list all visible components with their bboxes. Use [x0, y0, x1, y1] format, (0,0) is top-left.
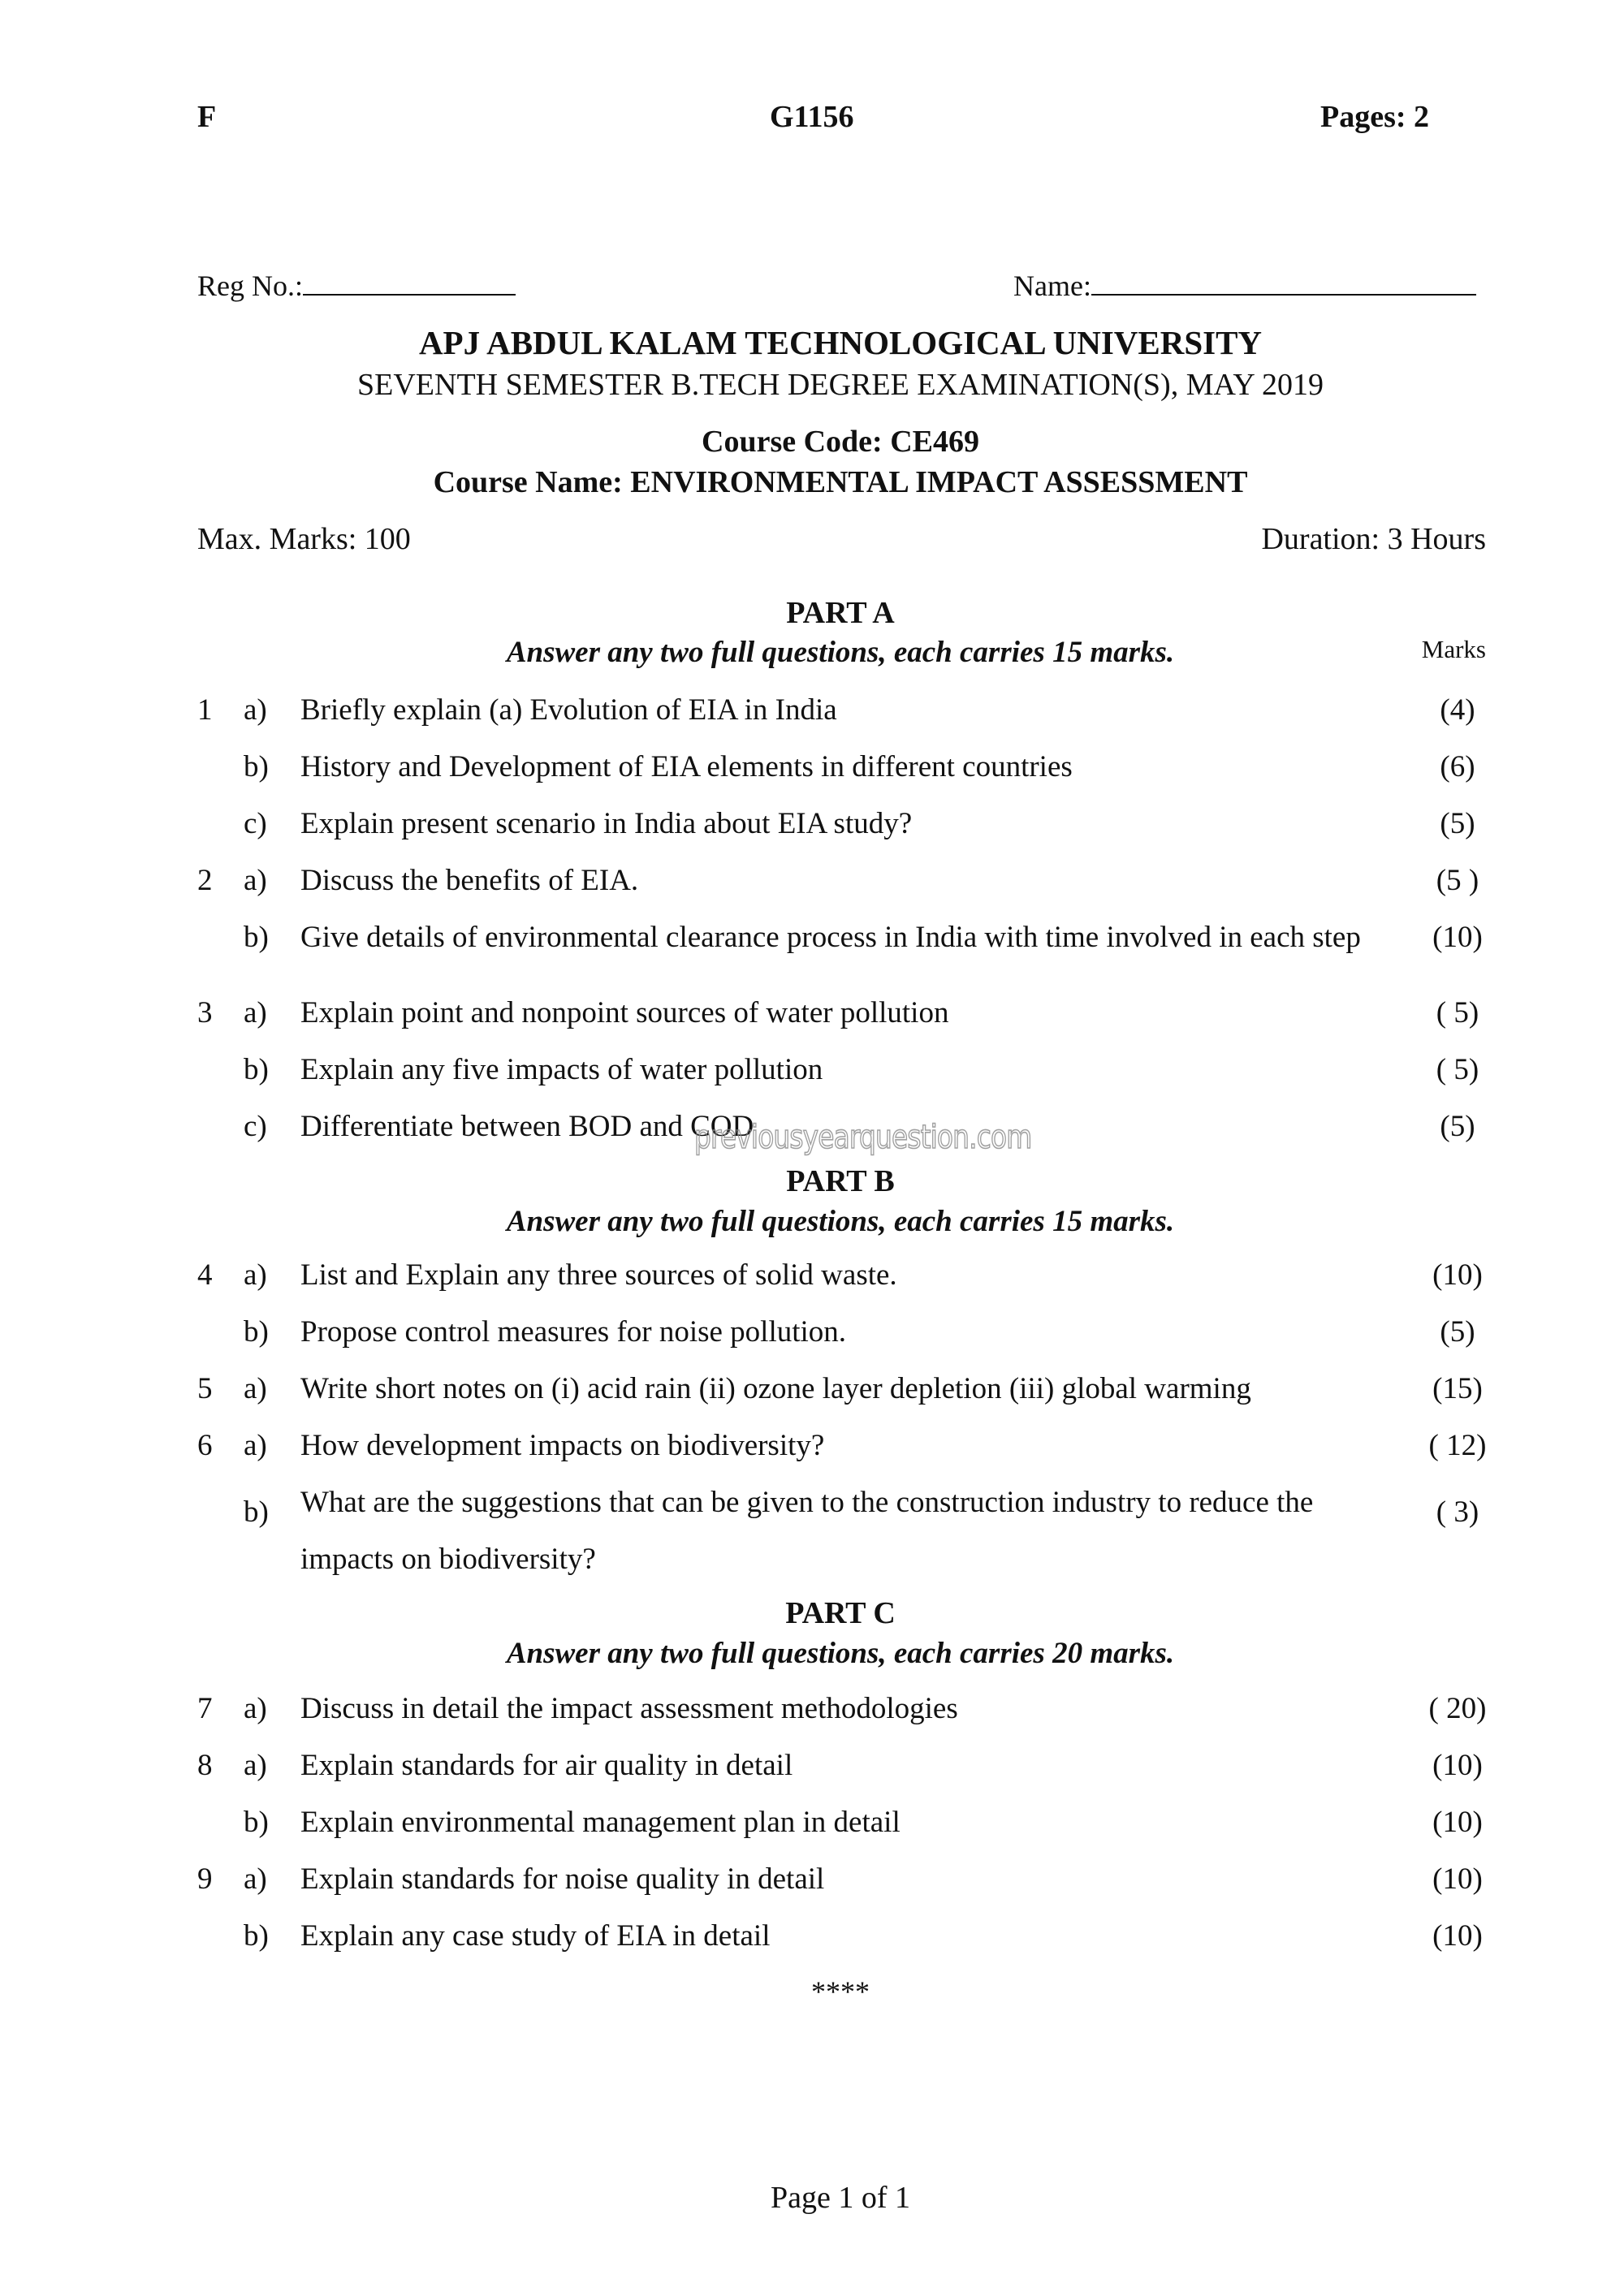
question-marks: ( 5): [1436, 1053, 1479, 1086]
question-text: Explain any case study of EIA in detail: [300, 1919, 771, 1953]
question-marks: (10): [1432, 1862, 1483, 1896]
sub-label: b): [244, 1053, 269, 1086]
sub-label: a): [244, 1258, 267, 1292]
sub-label: a): [244, 1692, 267, 1725]
max-marks: Max. Marks: 100: [197, 522, 411, 556]
question-marks: (5): [1440, 807, 1475, 840]
page-count: Pages: 2: [1320, 100, 1430, 134]
question-marks: (4): [1440, 693, 1475, 727]
question-marks: ( 3): [1436, 1495, 1479, 1529]
question-marks: ( 5): [1436, 996, 1479, 1029]
question-text: Explain standards for air quality in detail: [300, 1749, 793, 1782]
name-blank: [1091, 268, 1476, 296]
question-text: Explain point and nonpoint sources of water pollution: [300, 996, 949, 1029]
question-marks: ( 12): [1428, 1429, 1487, 1462]
part-a-title: PART A: [786, 596, 895, 630]
reg-no-label: Reg No.:: [197, 270, 303, 302]
sub-label: a): [244, 864, 267, 897]
question-text: Give details of environmental clearance process in India with time involved in each step: [300, 921, 1361, 954]
sub-label: b): [244, 1806, 269, 1839]
sub-label: a): [244, 996, 267, 1029]
question-marks: ( 20): [1428, 1692, 1487, 1725]
question-text: Explain standards for noise quality in detail: [300, 1862, 825, 1896]
question-text: Write short notes on (i) acid rain (ii) ozone layer depletion (iii) global warming: [300, 1372, 1251, 1405]
sub-label: c): [244, 807, 267, 840]
question-text: Briefly explain (a) Evolution of EIA in India: [300, 693, 837, 727]
reg-no-field: [197, 268, 516, 303]
question-marks: (10): [1432, 1919, 1483, 1953]
sub-label: b): [244, 1495, 269, 1529]
question-marks: (5 ): [1436, 864, 1479, 897]
question-marks: (6): [1440, 750, 1475, 783]
question-number: 7: [197, 1692, 213, 1725]
end-of-paper-mark: ****: [811, 1975, 870, 2008]
sub-label: a): [244, 693, 267, 727]
part-c-title: PART C: [785, 1596, 896, 1630]
sub-label: a): [244, 1429, 267, 1462]
question-text: Propose control measures for noise pollution.: [300, 1315, 847, 1349]
question-number: 8: [197, 1749, 213, 1782]
part-a-instruction: Answer any two full questions, each carries 15 marks.: [506, 636, 1175, 669]
question-number: 6: [197, 1429, 213, 1462]
question-text: History and Development of EIA elements in different countries: [300, 750, 1073, 783]
question-number: 1: [197, 693, 213, 727]
sub-label: b): [244, 921, 269, 954]
watermark-text: previousyearquestion.com: [694, 1119, 1032, 1156]
question-number: 2: [197, 864, 213, 897]
question-marks: (5): [1440, 1110, 1475, 1143]
question-marks: (10): [1432, 921, 1483, 954]
sub-label: b): [244, 1919, 269, 1953]
part-b-instruction: Answer any two full questions, each carries 15 marks.: [506, 1205, 1175, 1238]
question-text: Explain present scenario in India about EIA study?: [300, 807, 913, 840]
course-code: Course Code: CE469: [702, 425, 979, 459]
question-marks: (10): [1432, 1258, 1483, 1292]
university-name: APJ ABDUL KALAM TECHNOLOGICAL UNIVERSITY: [418, 324, 1263, 361]
question-marks: (10): [1432, 1749, 1483, 1782]
question-number: 9: [197, 1862, 213, 1896]
name-field: [1013, 268, 1476, 303]
question-number: 5: [197, 1372, 213, 1405]
question-text: Discuss the benefits of EIA.: [300, 864, 639, 897]
question-text: What are the suggestions that can be given to the construction industry to reduce the impacts on biodiversity?: [300, 1486, 1314, 1576]
question-marks: (5): [1440, 1315, 1475, 1349]
question-marks: (10): [1432, 1806, 1483, 1839]
part-b-title: PART B: [786, 1164, 895, 1198]
part-c-instruction: Answer any two full questions, each carries 20 marks.: [506, 1637, 1175, 1670]
question-number: 4: [197, 1258, 213, 1292]
page-number: Page 1 of 1: [770, 2181, 911, 2215]
question-text: List and Explain any three sources of solid waste.: [300, 1258, 897, 1292]
series-code: F: [197, 100, 217, 134]
paper-code: G1156: [770, 100, 854, 134]
question-text: Explain any five impacts of water pollution: [300, 1053, 823, 1086]
sub-label: b): [244, 1315, 269, 1349]
question-text: How development impacts on biodiversity?: [300, 1429, 825, 1462]
name-label: Name:: [1013, 270, 1091, 302]
exam-title: SEVENTH SEMESTER B.TECH DEGREE EXAMINATION(S), MAY 2019: [357, 368, 1324, 402]
question-marks: (15): [1432, 1372, 1483, 1405]
question-text: Explain environmental management plan in detail: [300, 1806, 901, 1839]
question-number: 3: [197, 996, 213, 1029]
sub-label: a): [244, 1862, 267, 1896]
sub-label: c): [244, 1110, 267, 1143]
sub-label: b): [244, 750, 269, 783]
reg-no-blank: [303, 268, 516, 296]
duration: Duration: 3 Hours: [1261, 522, 1486, 556]
sub-label: a): [244, 1749, 267, 1782]
question-text: Differentiate between BOD and COD: [300, 1110, 754, 1143]
sub-label: a): [244, 1372, 267, 1405]
marks-column-heading: Marks: [1421, 635, 1486, 663]
course-name: Course Name: ENVIRONMENTAL IMPACT ASSESSMENT: [433, 465, 1248, 499]
question-text: Discuss in detail the impact assessment methodologies: [300, 1692, 958, 1725]
